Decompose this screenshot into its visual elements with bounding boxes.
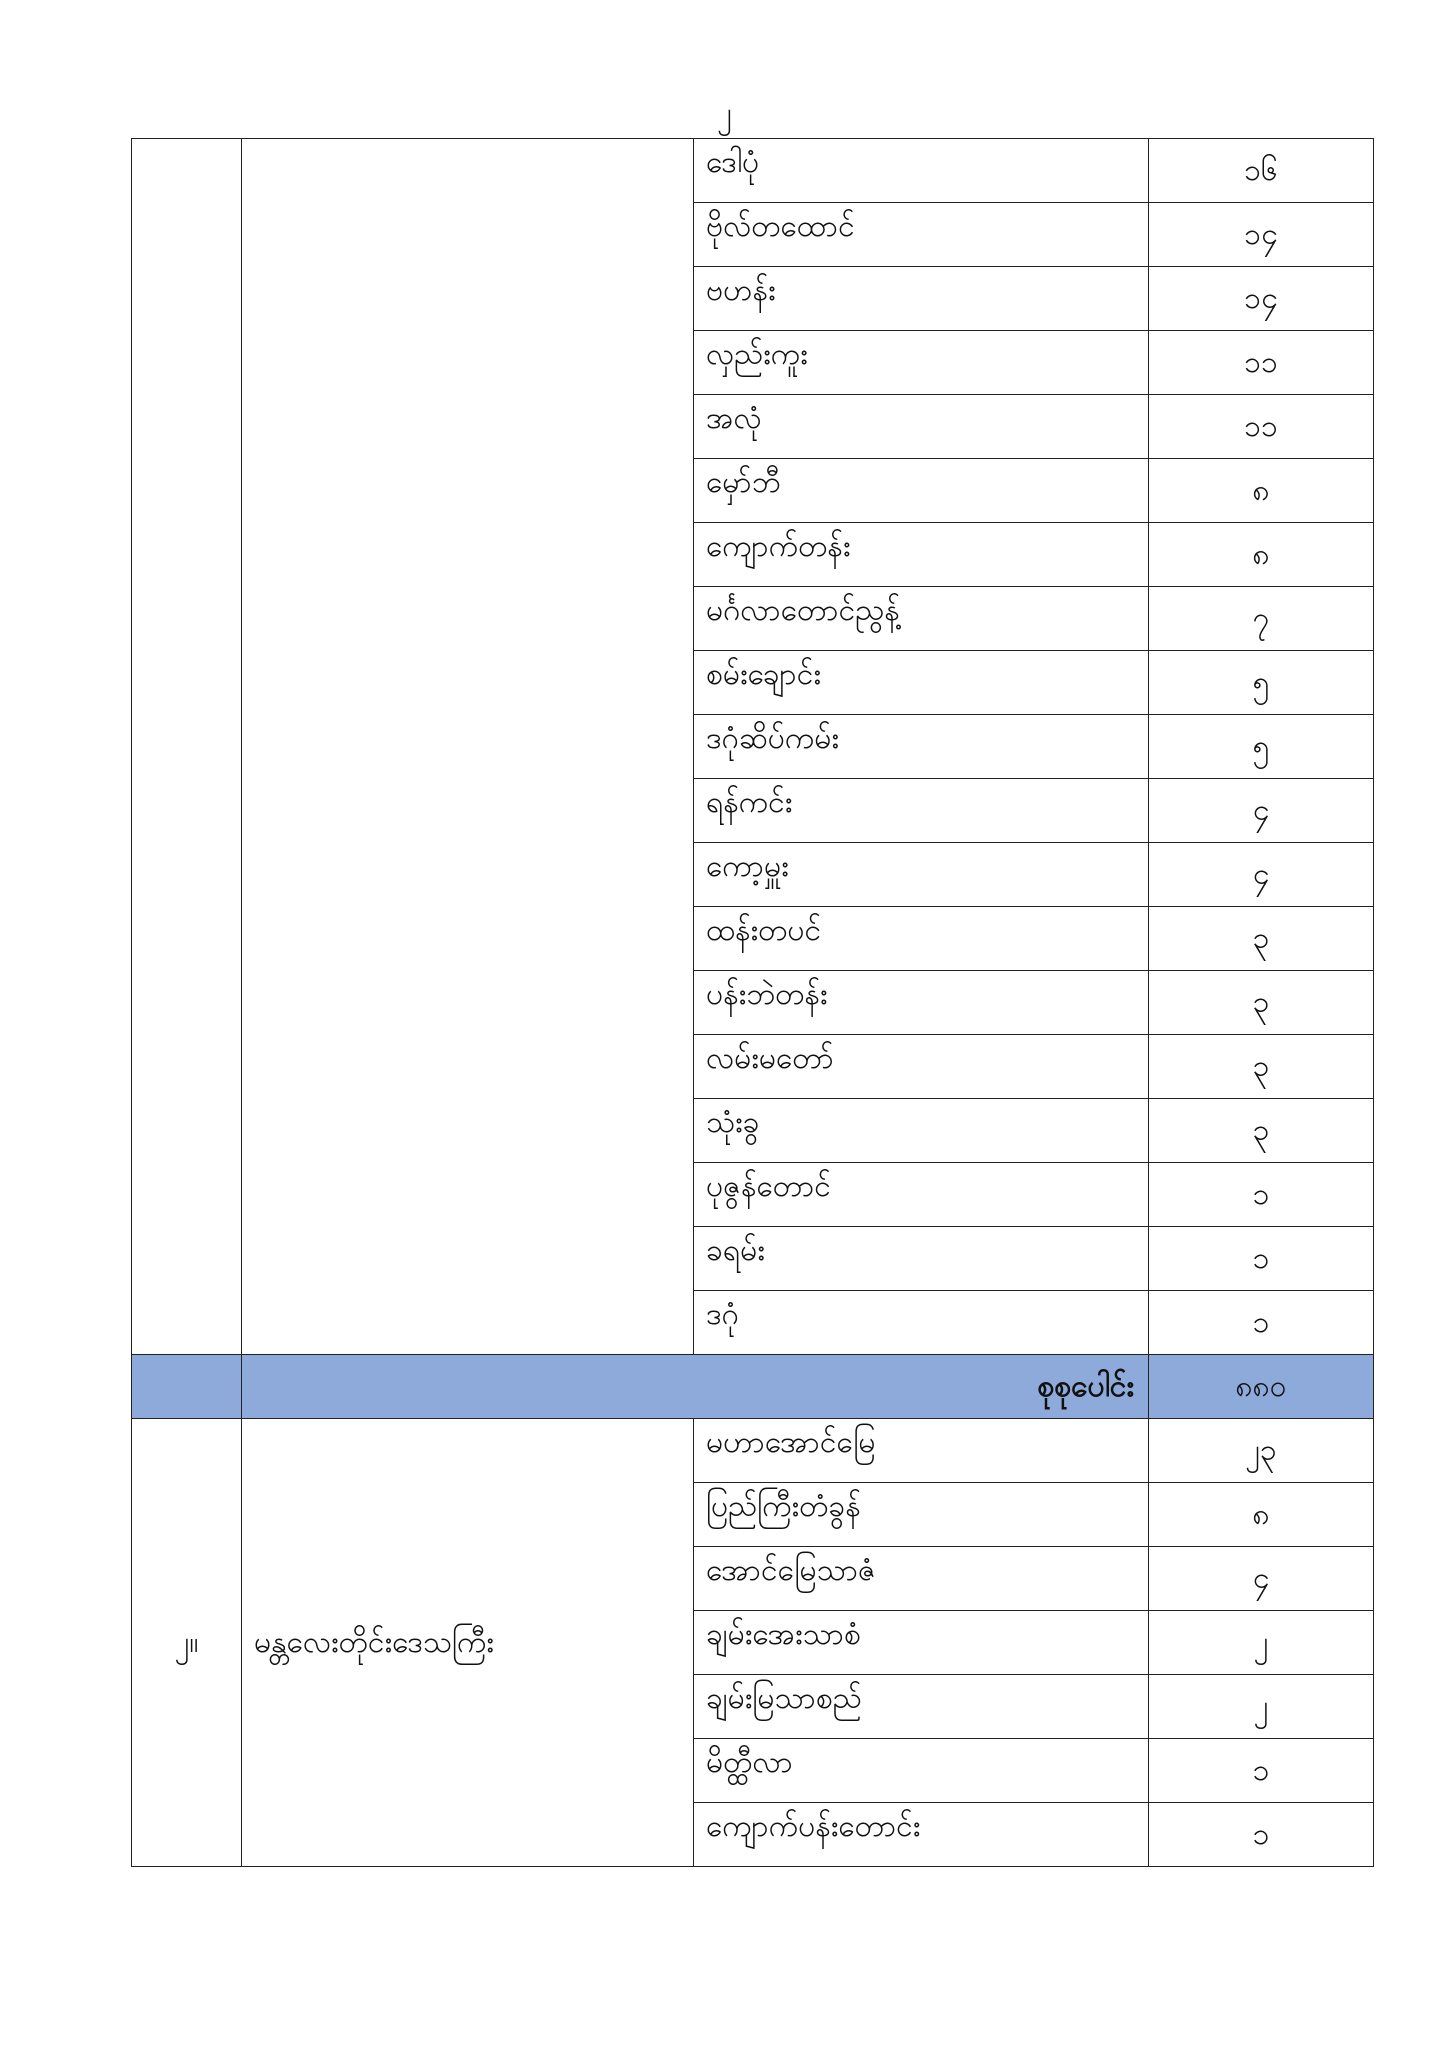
count-cell: ၃ — [1149, 1099, 1374, 1163]
table-row — [132, 1419, 1374, 1483]
township-cell: ပုဇွန်တောင် — [694, 1163, 1149, 1227]
count-cell: ၂ — [1149, 1675, 1374, 1739]
township-cell: အလုံ — [694, 395, 1149, 459]
count-cell: ၇ — [1149, 587, 1374, 651]
count-cell: ၃ — [1149, 971, 1374, 1035]
count-cell: ၁ — [1149, 1291, 1374, 1355]
count-cell: ၁၁ — [1149, 331, 1374, 395]
township-cell: ဗိုလ်တထောင် — [694, 203, 1149, 267]
count-cell: ၁ — [1149, 1227, 1374, 1291]
township-cell: မိတ္ထီလာ — [694, 1739, 1149, 1803]
township-cell: ကော့မှူး — [694, 843, 1149, 907]
township-cell: မဟာအောင်မြေ — [694, 1419, 1149, 1483]
section2-number-cell: ၂။ — [132, 1419, 242, 1867]
township-cell: လှည်းကူး — [694, 331, 1149, 395]
count-cell: ၁၆ — [1149, 139, 1374, 203]
section2-region-cell: မန္တလေးတိုင်းဒေသကြီး — [242, 1419, 694, 1867]
table-body — [132, 139, 1374, 1867]
count-cell: ၄ — [1149, 843, 1374, 907]
township-cell: မှော်ဘီ — [694, 459, 1149, 523]
township-cell: ခရမ်း — [694, 1227, 1149, 1291]
subtotal-empty-cell — [132, 1355, 242, 1419]
table-row — [132, 139, 1374, 203]
township-cell: ဒေါပုံ — [694, 139, 1149, 203]
township-cell: ထန်းတပင် — [694, 907, 1149, 971]
count-cell: ၅ — [1149, 715, 1374, 779]
count-cell: ၅ — [1149, 651, 1374, 715]
township-cell: ပြည်ကြီးတံခွန် — [694, 1483, 1149, 1547]
township-cell: ပန်းဘဲတန်း — [694, 971, 1149, 1035]
township-cell: ချမ်းမြသာစည် — [694, 1675, 1149, 1739]
township-table — [131, 138, 1374, 1867]
count-cell: ၃ — [1149, 907, 1374, 971]
township-cell: ကျောက်ပန်းတောင်း — [694, 1803, 1149, 1867]
township-cell: မင်္ဂလာတောင်ညွန့် — [694, 587, 1149, 651]
count-cell: ၁၁ — [1149, 395, 1374, 459]
subtotal-label: စုစုပေါင်း — [242, 1355, 1149, 1419]
subtotal-value: ၈၈၀ — [1149, 1355, 1374, 1419]
count-cell: ၄ — [1149, 1547, 1374, 1611]
count-cell: ၁ — [1149, 1739, 1374, 1803]
section1-number-cell — [132, 139, 242, 1355]
count-cell: ၁၄ — [1149, 203, 1374, 267]
subtotal-row — [132, 1355, 1374, 1419]
township-cell: အောင်မြေသာဇံ — [694, 1547, 1149, 1611]
count-cell: ၁၄ — [1149, 267, 1374, 331]
township-cell: စမ်းချောင်း — [694, 651, 1149, 715]
count-cell: ၄ — [1149, 779, 1374, 843]
count-cell: ၂၃ — [1149, 1419, 1374, 1483]
section1-region-cell — [242, 139, 694, 1355]
count-cell: ၈ — [1149, 1483, 1374, 1547]
count-cell: ၂ — [1149, 1611, 1374, 1675]
count-cell: ၃ — [1149, 1035, 1374, 1099]
township-table-container — [131, 138, 1373, 1867]
township-cell: ဒဂုံ — [694, 1291, 1149, 1355]
township-cell: လမ်းမတော် — [694, 1035, 1149, 1099]
count-cell: ၁ — [1149, 1163, 1374, 1227]
count-cell: ၈ — [1149, 459, 1374, 523]
township-cell: ကျောက်တန်း — [694, 523, 1149, 587]
page-number: ၂ — [717, 96, 732, 131]
township-cell: ချမ်းအေးသာစံ — [694, 1611, 1149, 1675]
township-cell: ဗဟန်း — [694, 267, 1149, 331]
township-cell: သုံးခွ — [694, 1099, 1149, 1163]
count-cell: ၈ — [1149, 523, 1374, 587]
township-cell: ရန်ကင်း — [694, 779, 1149, 843]
township-cell: ဒဂုံဆိပ်ကမ်း — [694, 715, 1149, 779]
count-cell: ၁ — [1149, 1803, 1374, 1867]
